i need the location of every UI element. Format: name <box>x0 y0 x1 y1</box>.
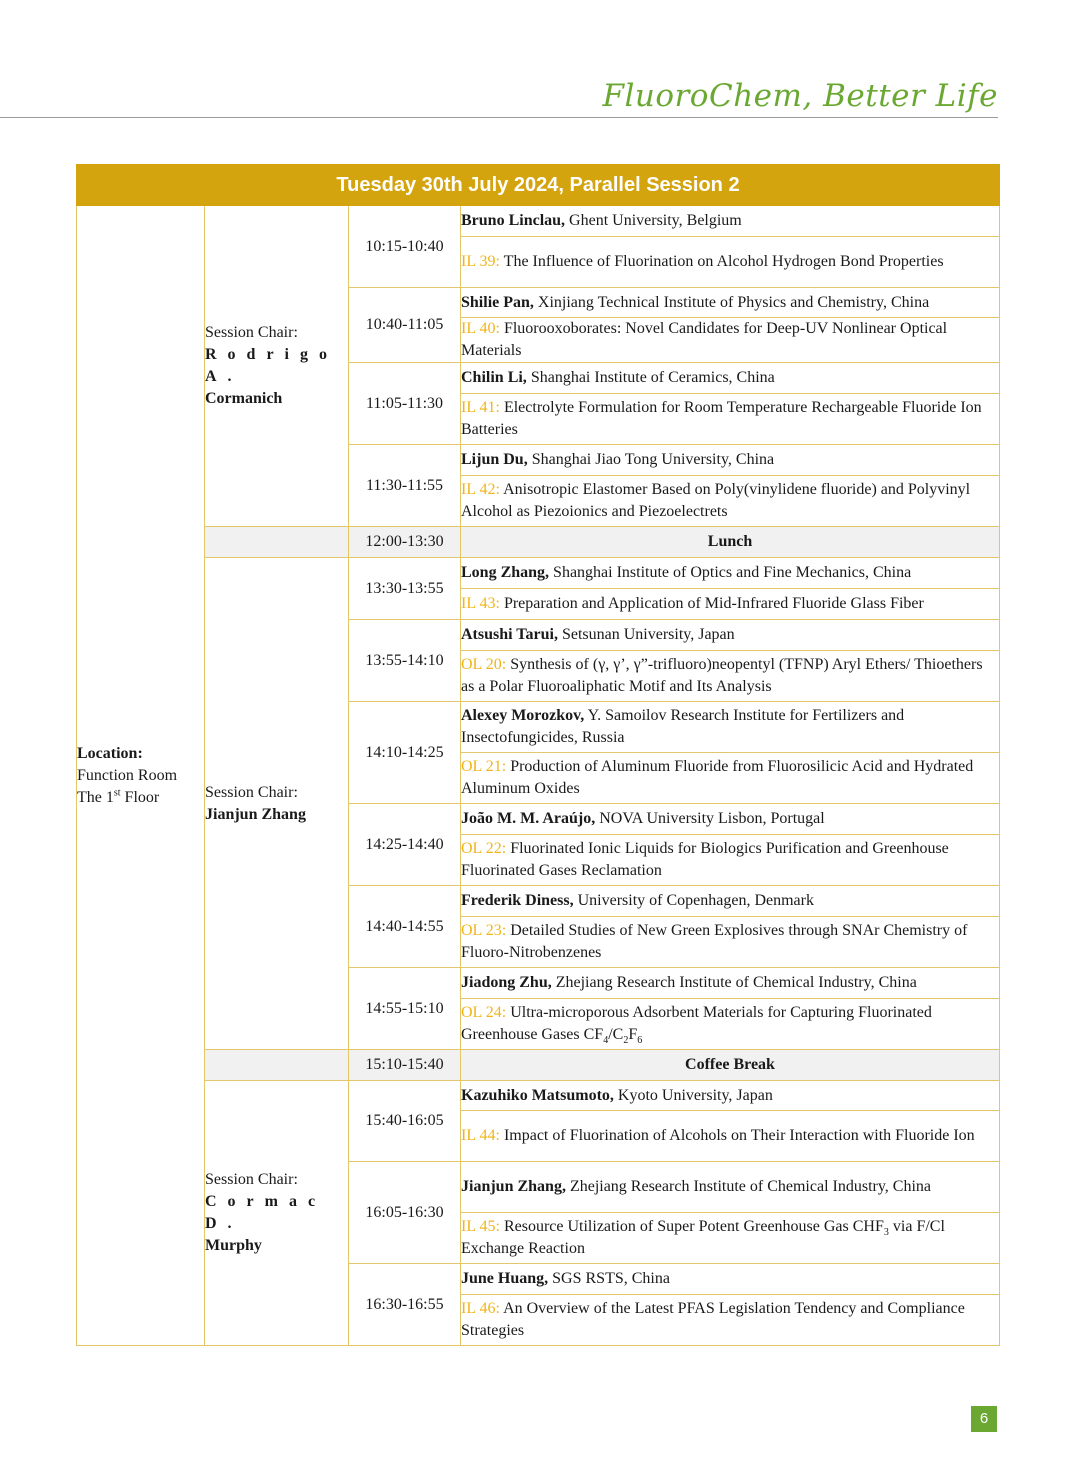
speaker-line: Atsushi Tarui, Setsunan University, Japan <box>461 620 1000 651</box>
break-time: 12:00-13:30 <box>349 527 461 558</box>
location-floor: The 1st Floor <box>77 787 160 806</box>
talk-time: 11:05-11:30 <box>349 363 461 445</box>
chair-3-first: Cormac D. <box>205 1193 327 1232</box>
break-spacer <box>205 1050 349 1081</box>
chair-3-last: Murphy <box>205 1237 262 1254</box>
talk-time: 14:10-14:25 <box>349 702 461 804</box>
talk-title: IL 39: The Influence of Fluorination on Alcohol Hydrogen Bond Properties <box>461 237 1000 288</box>
talk-time: 14:40-14:55 <box>349 886 461 968</box>
location-cell <box>77 206 205 1346</box>
talk-time: 11:30-11:55 <box>349 445 461 527</box>
speaker-line: Jianjun Zhang, Zhejiang Research Institute of Chemical Industry, China <box>461 1162 1000 1213</box>
speaker-line: Lijun Du, Shanghai Jiao Tong University, China <box>461 445 1000 476</box>
talk-title: IL 43: Preparation and Application of Mid-Infrared Fluoride Glass Fiber <box>461 589 1000 620</box>
speaker-line: Bruno Linclau, Ghent University, Belgium <box>461 206 1000 237</box>
chair-2-name: Jianjun Zhang <box>205 805 306 823</box>
chair-1-last: Cormanich <box>205 390 283 407</box>
speaker-line: Shilie Pan, Xinjiang Technical Institute of Physics and Chemistry, China <box>461 288 1000 318</box>
program-table <box>76 164 1000 1346</box>
talk-time: 14:25-14:40 <box>349 804 461 886</box>
talk-time: 14:55-15:10 <box>349 968 461 1050</box>
break-time: 15:10-15:40 <box>349 1050 461 1081</box>
talk-time: 15:40-16:05 <box>349 1081 461 1162</box>
speaker-line: Jiadong Zhu, Zhejiang Research Institute of Chemical Industry, China <box>461 968 1000 999</box>
speaker-line: Kazuhiko Matsumoto, Kyoto University, Japan <box>461 1081 1000 1111</box>
speaker-line: Frederik Diness, University of Copenhagen, Denmark <box>461 886 1000 917</box>
lunch-break: Lunch <box>461 527 1000 558</box>
session-title: Tuesday 30th July 2024, Parallel Session 2 <box>77 165 1000 206</box>
speaker-line: Chilin Li, Shanghai Institute of Ceramics, China <box>461 363 1000 394</box>
location-label: Location: <box>77 744 143 762</box>
header-title: FluoroChem, Better Life <box>602 78 998 114</box>
talk-title: OL 20: Synthesis of (γ, γ’, γ”-trifluoro)neopentyl (TFNP) Aryl Ethers/ Thioethers as a Polar Fluoroaliphatic Motif and Its Analysis <box>461 651 1000 702</box>
talk-title: IL 42: Anisotropic Elastomer Based on Poly(vinylidene fluoride) and Polyvinyl Alcohol as Piezoionics and Piezoelectrets <box>461 476 1000 527</box>
talk-title: IL 45: Resource Utilization of Super Potent Greenhouse Gas $CHF_3$ via F/Cl Exchange Reaction <box>461 1213 1000 1264</box>
chair-1-first: Rodrigo A. <box>205 346 338 385</box>
page-number: 6 <box>971 1406 997 1432</box>
session-chair-3: Session Chair: Cormac D. Murphy <box>205 1081 349 1346</box>
talk-time: 10:15-10:40 <box>349 206 461 288</box>
talk-title: OL 22: Fluorinated Ionic Liquids for Biologics Purification and Greenhouse Fluorinated Gases Reclamation <box>461 835 1000 886</box>
talk-time: 13:55-14:10 <box>349 620 461 702</box>
speaker-line: Long Zhang, Shanghai Institute of Optics and Fine Mechanics, China <box>461 558 1000 589</box>
session-chair-1: Session Chair: Rodrigo A. Cormanich <box>205 206 349 527</box>
talk-time: 16:30-16:55 <box>349 1264 461 1346</box>
talk-title: OL 21: Production of Aluminum Fluoride from Fluorosilicic Acid and Hydrated Aluminum Oxides <box>461 753 1000 804</box>
speaker-line: João M. M. Araújo, NOVA University Lisbon, Portugal <box>461 804 1000 835</box>
session-chair-2: Session Chair: Jianjun Zhang <box>205 558 349 1050</box>
talk-time: 10:40-11:05 <box>349 288 461 363</box>
location-room: Function Room <box>77 766 178 784</box>
break-spacer <box>205 527 349 558</box>
coffee-break: Coffee Break <box>461 1050 1000 1081</box>
talk-time: 13:30-13:55 <box>349 558 461 620</box>
talk-title: OL 24: Ultra-microporous Adsorbent Materials for Capturing Fluorinated Greenhouse Gases $CF_4/C_2F_6$ <box>461 999 1000 1050</box>
talk-title: IL 41: Electrolyte Formulation for Room Temperature Rechargeable Fluoride Ion Batteries <box>461 394 1000 445</box>
talk-title: IL 40: Fluorooxoborates: Novel Candidates for Deep-UV Nonlinear Optical Materials <box>461 318 1000 363</box>
talk-title: IL 44: Impact of Fluorination of Alcohols on Their Interaction with Fluoride Ion <box>461 1111 1000 1162</box>
speaker-line: June Huang, SGS RSTS, China <box>461 1264 1000 1295</box>
talk-time: 16:05-16:30 <box>349 1162 461 1264</box>
header-divider <box>0 117 998 118</box>
talk-title: OL 23: Detailed Studies of New Green Explosives through SNAr Chemistry of Fluoro-Nitrobenzenes <box>461 917 1000 968</box>
speaker-line: Alexey Morozkov, Y. Samoilov Research Institute for Fertilizers and Insectofungicides, Russia <box>461 702 1000 753</box>
talk-title: IL 46: An Overview of the Latest PFAS Legislation Tendency and Compliance Strategies <box>461 1295 1000 1346</box>
